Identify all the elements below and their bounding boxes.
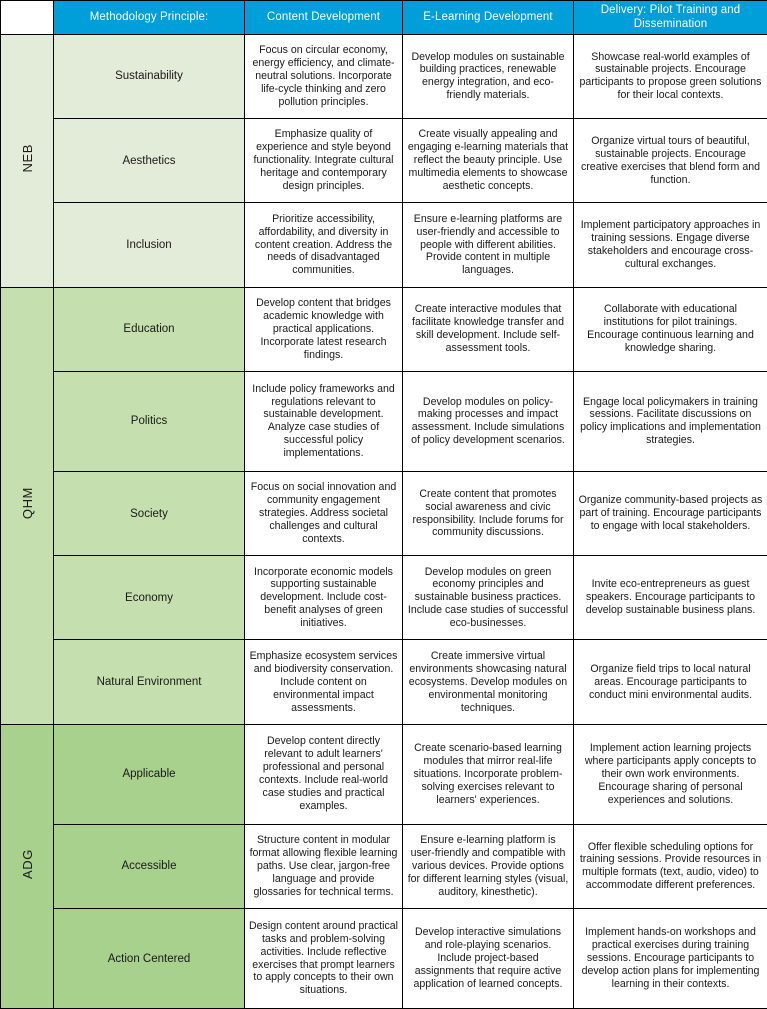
cell-content-development: Prioritize accessibility, affordability, and diversity in content creation. Address the needs of disadvantaged communities. bbox=[245, 203, 403, 287]
principle-label-education: Education bbox=[54, 287, 245, 371]
cell-delivery: Implement hands-on workshops and practical exercises during training sessions. Encourage participants to develop action plans for implementing learning in their contexts. bbox=[574, 909, 767, 1009]
table-header bbox=[1, 1, 767, 35]
cell-elearning-development: Create scenario-based learning modules that mirror real-life situations. Incorporate problem-solving exercises relevant to learners' experiences. bbox=[403, 724, 574, 824]
column-header-delivery: Delivery: Pilot Training and Dissemination bbox=[574, 1, 767, 35]
principle-label-aesthetics: Aesthetics bbox=[54, 119, 245, 203]
cell-delivery: Implement action learning projects where participants apply concepts to their own work environments. Encourage sharing of personal experiences and solutions. bbox=[574, 724, 767, 824]
cell-elearning-development: Create visually appealing and engaging e-learning materials that reflect the beauty principle. Use multimedia elements to showcase aesthetic concepts. bbox=[403, 119, 574, 203]
cell-elearning-development: Ensure e-learning platform is user-friendly and compatible with various devices. Provide options for different learning styles (visual, auditory, kinesthetic). bbox=[403, 824, 574, 908]
cell-delivery: Collaborate with educational institutions for pilot trainings. Encourage continuous learning and knowledge sharing. bbox=[574, 287, 767, 371]
cell-delivery: Invite eco-entrepreneurs as guest speakers. Encourage participants to develop sustainable business plans. bbox=[574, 556, 767, 640]
cell-elearning-development: Create immersive virtual environments showcasing natural ecosystems. Develop modules on environmental monitoring techniques. bbox=[403, 640, 574, 724]
cell-delivery: Organize community-based projects as part of training. Encourage participants to engage with local stakeholders. bbox=[574, 471, 767, 555]
table-row bbox=[1, 203, 767, 287]
group-label-neb: NEB bbox=[19, 143, 35, 173]
header-row bbox=[1, 1, 767, 35]
cell-elearning-development: Develop modules on green economy principles and sustainable business practices. Include case studies of successful eco-businesses. bbox=[403, 556, 574, 640]
table-row bbox=[1, 640, 767, 724]
principle-label-accessible: Accessible bbox=[54, 824, 245, 908]
table-body bbox=[1, 34, 767, 1008]
table-row bbox=[1, 119, 767, 203]
principle-label-applicable: Applicable bbox=[54, 724, 245, 824]
cell-delivery: Engage local policymakers in training sessions. Facilitate discussions on policy implications and implementation strategies. bbox=[574, 371, 767, 471]
cell-elearning-development: Develop interactive simulations and role-playing scenarios. Include project-based assignments that require active application of learned concepts. bbox=[403, 909, 574, 1009]
table-row bbox=[1, 287, 767, 371]
principle-label-economy: Economy bbox=[54, 556, 245, 640]
table-row bbox=[1, 34, 767, 118]
cell-content-development: Emphasize quality of experience and style beyond functionality. Integrate cultural heritage and contemporary design principles. bbox=[245, 119, 403, 203]
cell-elearning-development: Ensure e-learning platforms are user-friendly and accessible to people with different abilities. Provide content in multiple languages. bbox=[403, 203, 574, 287]
cell-elearning-development: Create content that promotes social awareness and civic responsibility. Include forums for community discussions. bbox=[403, 471, 574, 555]
cell-content-development: Design content around practical tasks and problem-solving activities. Include reflective exercises that prompt learners to apply concepts to their own situations. bbox=[245, 909, 403, 1009]
header-corner-spacer bbox=[1, 1, 54, 35]
cell-content-development: Incorporate economic models supporting sustainable development. Include cost-benefit analyses of green initiatives. bbox=[245, 556, 403, 640]
group-cell-neb bbox=[1, 34, 54, 287]
cell-content-development: Structure content in modular format allowing flexible learning paths. Use clear, jargon-free language and provide glossaries for technical terms. bbox=[245, 824, 403, 908]
column-header-methodology-principle: Methodology Principle: bbox=[54, 1, 245, 35]
cell-delivery: Offer flexible scheduling options for training sessions. Provide resources in multiple formats (text, audio, video) to accommodate different preferences. bbox=[574, 824, 767, 908]
principle-label-action-centered: Action Centered bbox=[54, 909, 245, 1009]
table-row bbox=[1, 824, 767, 908]
principle-label-sustainability: Sustainability bbox=[54, 34, 245, 118]
principle-label-natural-environment: Natural Environment bbox=[54, 640, 245, 724]
cell-delivery: Implement participatory approaches in training sessions. Engage diverse stakeholders and encourage cross-cultural exchanges. bbox=[574, 203, 767, 287]
column-header-content-development: Content Development bbox=[245, 1, 403, 35]
cell-content-development: Develop content directly relevant to adult learners' professional and personal contexts. Include real-world case studies and practical examples. bbox=[245, 724, 403, 824]
cell-elearning-development: Create interactive modules that facilitate knowledge transfer and skill development. Include self-assessment tools. bbox=[403, 287, 574, 371]
group-label-adg: ADG bbox=[19, 848, 35, 879]
cell-delivery: Showcase real-world examples of sustainable projects. Encourage participants to propose green solutions for their local contexts. bbox=[574, 34, 767, 118]
table-row bbox=[1, 471, 767, 555]
cell-content-development: Include policy frameworks and regulations relevant to sustainable development. Analyze case studies of successful policy implementations. bbox=[245, 371, 403, 471]
cell-content-development: Focus on circular economy, energy efficiency, and climate-neutral solutions. Incorporate life-cycle thinking and zero pollution principles. bbox=[245, 34, 403, 118]
cell-content-development: Emphasize ecosystem services and biodiversity conservation. Include content on environmental impact assessments. bbox=[245, 640, 403, 724]
group-cell-qhm bbox=[1, 287, 54, 724]
cell-elearning-development: Develop modules on sustainable building practices, renewable energy integration, and eco-friendly materials. bbox=[403, 34, 574, 118]
cell-content-development: Focus on social innovation and community engagement strategies. Address societal challenges and cultural contexts. bbox=[245, 471, 403, 555]
group-label-qhm: QHM bbox=[19, 487, 35, 520]
principle-label-society: Society bbox=[54, 471, 245, 555]
table-row bbox=[1, 724, 767, 824]
principle-label-inclusion: Inclusion bbox=[54, 203, 245, 287]
principle-label-politics: Politics bbox=[54, 371, 245, 471]
cell-elearning-development: Develop modules on policy-making processes and impact assessment. Include simulations of policy development scenarios. bbox=[403, 371, 574, 471]
group-cell-adg bbox=[1, 724, 54, 1008]
table-row bbox=[1, 371, 767, 471]
table-row bbox=[1, 556, 767, 640]
cell-content-development: Develop content that bridges academic knowledge with practical applications. Incorporate latest research findings. bbox=[245, 287, 403, 371]
cell-delivery: Organize field trips to local natural areas. Encourage participants to conduct mini environmental audits. bbox=[574, 640, 767, 724]
cell-delivery: Organize virtual tours of beautiful, sustainable projects. Encourage creative exercises that blend form and function. bbox=[574, 119, 767, 203]
table-row bbox=[1, 909, 767, 1009]
column-header-elearning-development: E-Learning Development bbox=[403, 1, 574, 35]
